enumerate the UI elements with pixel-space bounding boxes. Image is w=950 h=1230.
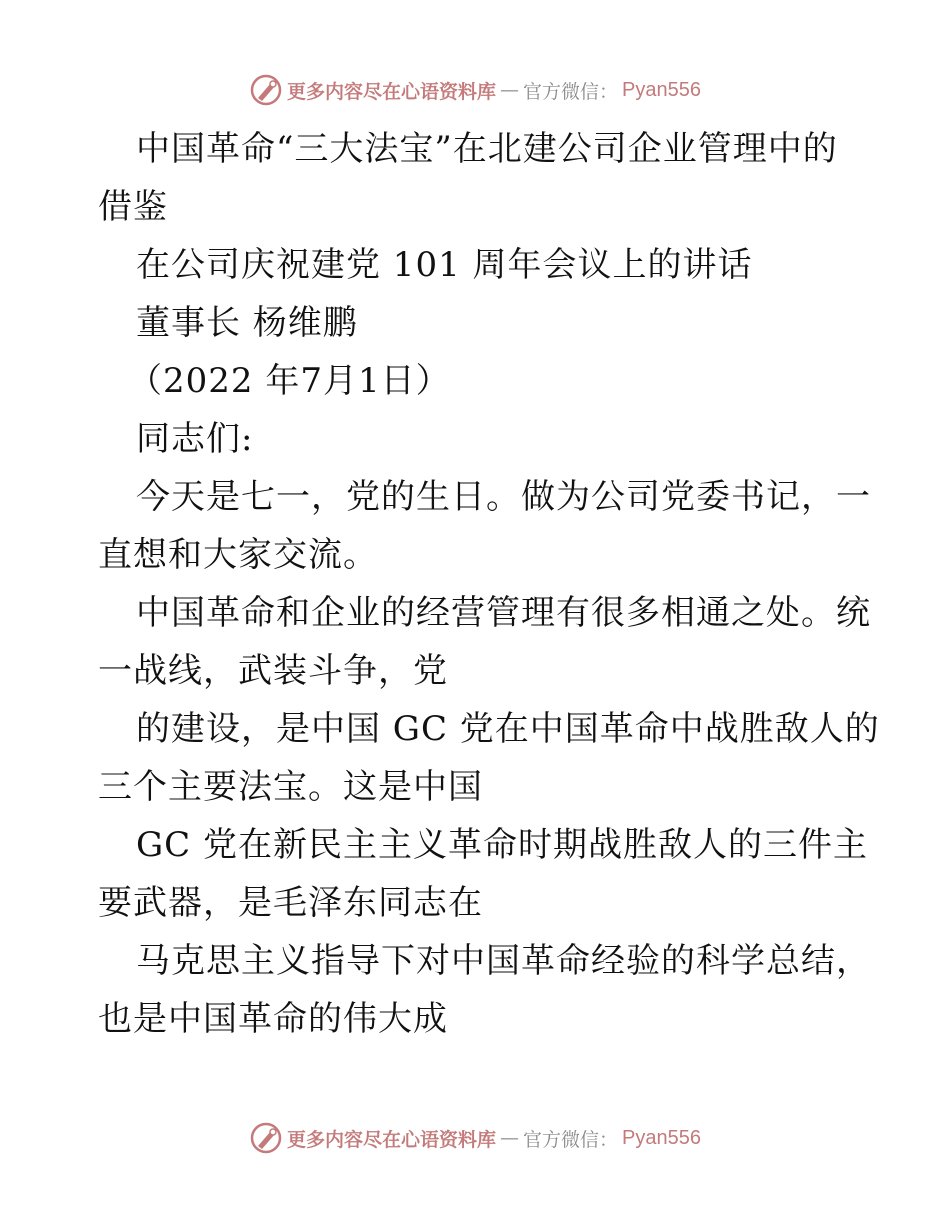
document-subtitle: 在公司庆祝建党 101 周年会议上的讲话 <box>136 245 753 285</box>
document-salutation: 同志们: <box>136 419 254 459</box>
bottom-watermark <box>0 1118 950 1158</box>
document-date: （2022 年7月1日） <box>128 361 451 401</box>
paragraph-line: 也是中国革命的伟大成 <box>98 999 448 1039</box>
watermark-main-text: 更多内容尽在心语资料库 <box>287 80 497 103</box>
paragraph-line: 今天是七一，党的生日。做为公司党委书记，一 <box>136 477 871 517</box>
watermark-account: Pyan556 <box>622 78 701 101</box>
paragraph-line: 一战线，武装斗争，党 <box>98 651 448 691</box>
watermark-label: 官方微信： <box>523 80 619 103</box>
paragraph-line: 直想和大家交流。 <box>98 535 378 575</box>
paragraph-line: 中国革命和企业的经营管理有很多相通之处。统 <box>136 593 871 633</box>
watermark-separator: — <box>500 1127 520 1149</box>
paragraph-line: 马克思主义指导下对中国革命经验的科学总结， <box>136 941 871 981</box>
pen-nib-seal-logo-icon <box>249 1121 283 1155</box>
paragraph-line: 的建设，是中国 GC 党在中国革命中战胜敌人的 <box>136 709 880 749</box>
paragraph-line: GC 党在新民主主义革命时期战胜敌人的三件主 <box>136 825 868 865</box>
watermark-separator: — <box>500 79 520 101</box>
document-title-line-1: 中国革命“三大法宝”在北建公司企业管理中的 <box>136 129 838 169</box>
top-watermark <box>0 70 950 110</box>
document-title-line-2: 借鉴 <box>98 187 168 227</box>
watermark-account: Pyan556 <box>622 1126 701 1149</box>
document-body <box>98 120 880 1048</box>
watermark-main-text: 更多内容尽在心语资料库 <box>287 1128 497 1151</box>
paragraph-line: 三个主要法宝。这是中国 <box>98 767 483 807</box>
document-author: 董事长 杨维鹏 <box>136 303 358 343</box>
paragraph-line: 要武器，是毛泽东同志在 <box>98 883 483 923</box>
watermark-label: 官方微信： <box>523 1128 619 1151</box>
pen-nib-seal-logo-icon <box>249 73 283 107</box>
